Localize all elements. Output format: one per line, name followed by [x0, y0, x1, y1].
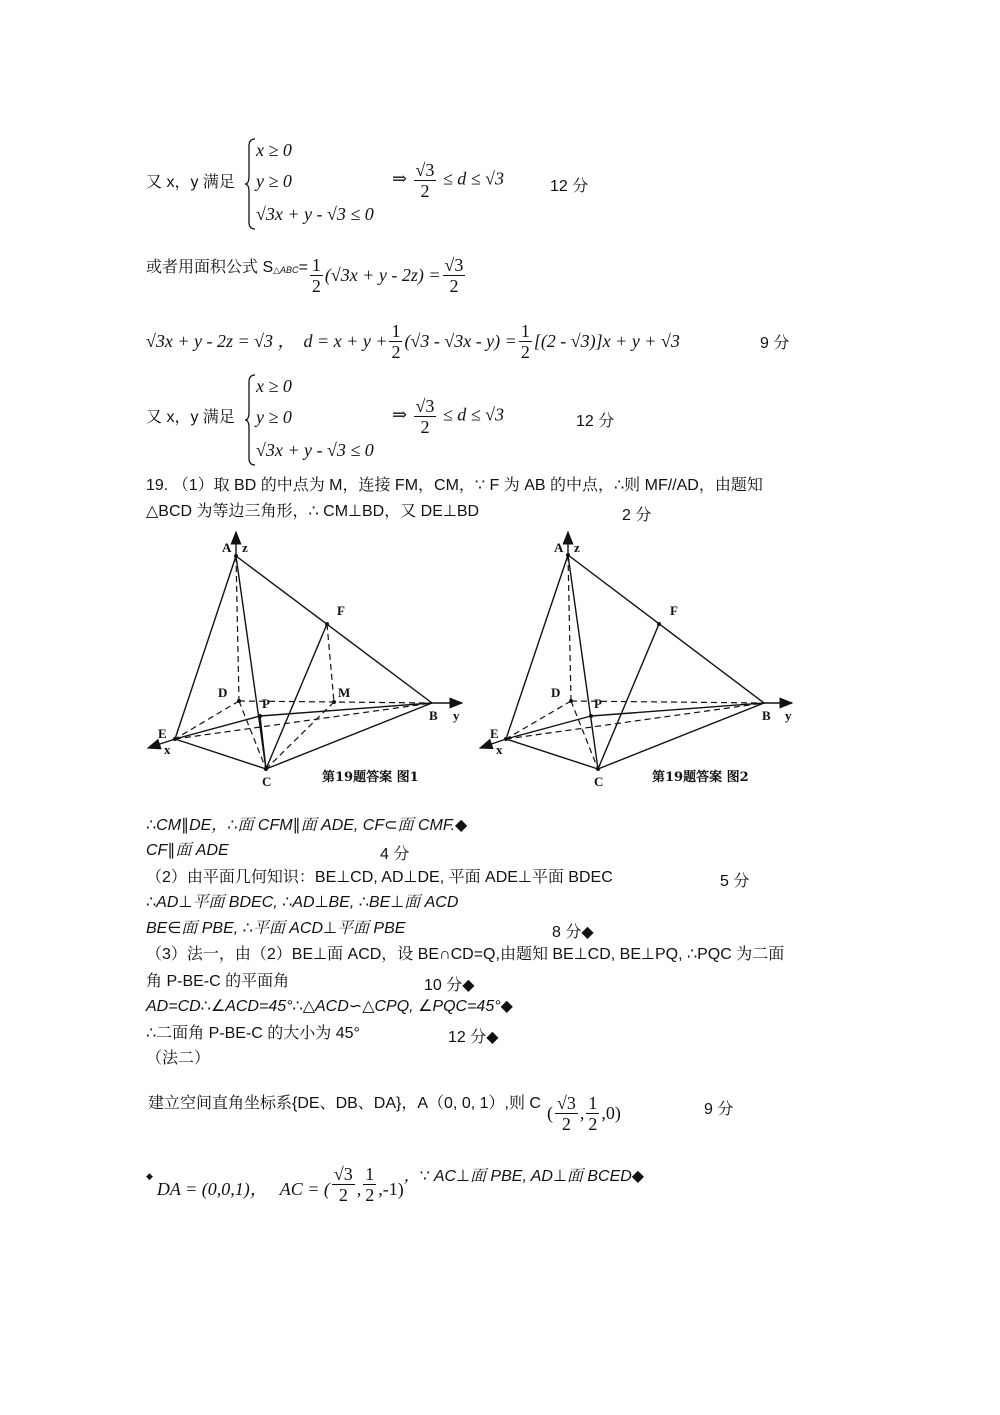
block4-lead: 又 x，y 满足: [146, 409, 235, 426]
block3-d-expression: √3x + y - 2z = √3 ， d = x + y + $\frac{1}{2}$ (√3 - √3x - y) = $\frac{1}{2}$ [(2 - √3)]x + y + √3: [146, 320, 680, 362]
point-label-F: F: [337, 603, 345, 618]
figure-1-caption: 第19题答案 图1: [322, 770, 419, 785]
inequality: ≤ d ≤ √3: [442, 404, 505, 425]
system-line-1: x ≥ 0: [256, 140, 292, 160]
axis-label-x: x: [164, 742, 171, 757]
block2-area-formula: 或者用面积公式 S △ABC = $\frac{1}{2}$ (√3x + y - 2z) = $\frac{√3}{2}$: [146, 254, 464, 296]
proof-line-9: ∴二面角 P-BE-C 的大小为 45°: [146, 1025, 360, 1042]
point-label-P: P: [594, 696, 602, 711]
proof-line-6: （3）法一，由（2）BE⊥面 ACD，设 BE∩CD=Q,由题知 BE⊥CD, BE⊥PQ, ∴PQC 为二面: [146, 946, 785, 963]
implies-symbol: ⇒: [392, 168, 408, 189]
point-label-M: M: [338, 685, 351, 700]
proof-line-7: 角 P-BE-C 的平面角: [146, 973, 290, 990]
proof-line-2: CF∥面 ADE: [146, 842, 229, 859]
axis-label-z: z: [574, 540, 580, 555]
point-label-B: B: [762, 708, 771, 723]
implies-symbol: ⇒: [392, 404, 408, 425]
system-line-2: y ≥ 0: [256, 407, 292, 427]
score: 9 分: [760, 335, 790, 352]
point-label-B: B: [429, 708, 438, 723]
system-line-2: y ≥ 0: [256, 171, 292, 191]
score: 4 分: [380, 846, 410, 863]
inequality: ≤ d ≤ √3: [442, 168, 505, 189]
score: 2 分: [622, 507, 652, 524]
score: 5 分: [720, 873, 750, 890]
point-label-D: D: [218, 685, 228, 700]
fraction: $\frac{√3}{2}$: [415, 160, 435, 201]
proof-line-10: （法二）: [146, 1050, 211, 1067]
point-label-A: A: [554, 540, 564, 555]
system-line-1: x ≥ 0: [256, 376, 292, 396]
point-label-E: E: [490, 726, 499, 741]
system-line-3: √3x + y - √3 ≤ 0: [256, 204, 374, 224]
proof-line-4: ∴AD⊥平面 BDEC, ∴AD⊥BE, ∴BE⊥面 ACD: [146, 894, 459, 911]
block1-lead: 又 x，y 满足: [146, 174, 235, 191]
system-line-3: √3x + y - √3 ≤ 0: [256, 440, 374, 460]
score: 8 分◆: [552, 924, 594, 941]
proof-line-3: （2）由平面几何知识：BE⊥CD, AD⊥DE, 平面 ADE⊥平面 BDEC: [146, 869, 613, 886]
point-label-D: D: [551, 685, 561, 700]
fraction: $\frac{√3}{2}$: [415, 396, 435, 437]
bullet-icon: ◆: [146, 1171, 153, 1181]
proof-line-5: BE∈面 PBE, ∴平面 ACD⊥平面 PBE: [146, 920, 406, 937]
method2-line-1: 建立空间直角坐标系{DE、DB、DA}，A（0, 0, 1）,则 C ( $\frac{√3}{2}$ , $\frac{1}{2}$ ,0): [148, 1092, 621, 1134]
score: 12 分: [576, 413, 615, 430]
axis-label-x: x: [496, 742, 503, 757]
q19-line-2: △BCD 为等边三角形，∴ CM⊥BD，又 DE⊥BD: [146, 503, 480, 520]
point-label-F: F: [670, 603, 678, 618]
score: 12 分◆: [448, 1029, 499, 1046]
point-label-C: C: [262, 774, 272, 789]
axis-label-y: y: [785, 708, 792, 723]
proof-line-1: ∴CM∥DE，∴面 CFM∥面 ADE, CF⊂面 CMF.◆: [146, 817, 468, 834]
point-label-P: P: [262, 696, 270, 711]
axis-label-z: z: [242, 540, 248, 555]
point-label-C: C: [594, 774, 604, 789]
point-label-A: A: [222, 540, 232, 555]
score: 10 分◆: [424, 977, 475, 994]
score: 12 分: [550, 178, 589, 195]
q19-line-1: 19. （1）取 BD 的中点为 M，连接 FM，CM，∵ F 为 AB 的中点，∴则 MF//AD，由题知: [146, 477, 763, 494]
axis-label-y: y: [453, 708, 460, 723]
figure-2-caption: 第19题答案 图2: [652, 770, 749, 785]
proof-line-8: AD=CD∴∠ACD=45°∴△ACD∽△CPQ, ∠PQC=45°◆: [146, 998, 513, 1015]
method2-line-2: ◆ DA = (0,0,1)， AC = ( $\frac{√3}{2}$ , $\frac{1}{2}$ ,-1) ，∵ AC⊥面 PBE, AD⊥面 BCED◆: [146, 1163, 645, 1205]
point-label-E: E: [158, 726, 167, 741]
score: 9 分: [704, 1101, 734, 1118]
